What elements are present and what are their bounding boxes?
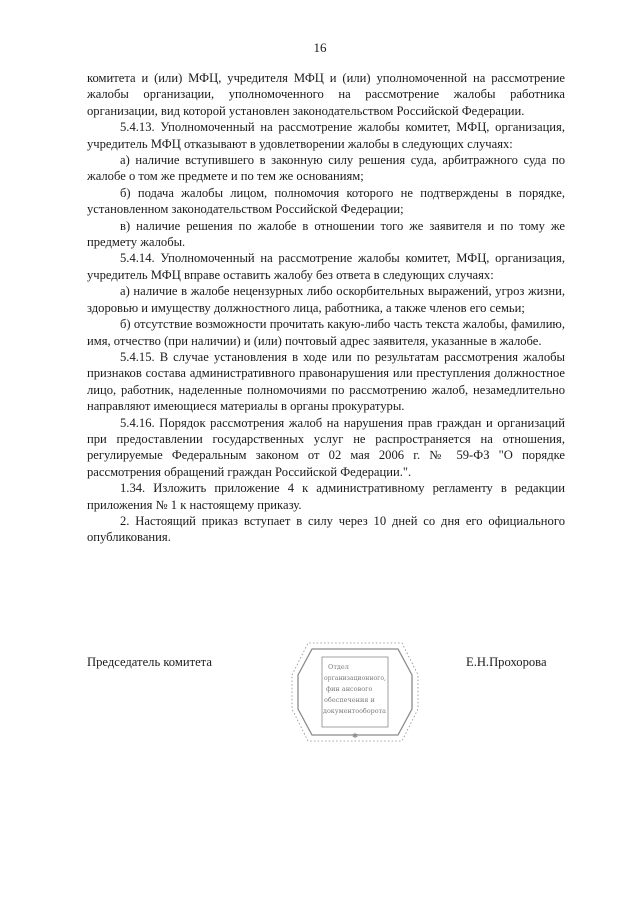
paragraph: 2. Настоящий приказ вступает в силу через 10 дней со дня его официального опубликования. xyxy=(87,513,565,545)
signatory-position: Председатель комитета xyxy=(87,655,212,669)
paragraph: комитета и (или) МФЦ, учредителя МФЦ и (или) уполномоченной на рассмотрение жалобы организации, уполномоченного на рассмотрение жалобы работника организации, вид которой установлен законодательством Российской Федерации. xyxy=(87,71,565,118)
paragraph: в) наличие решения по жалобе в отношении того же заявителя и по тому же предмету жалобы. xyxy=(87,218,565,250)
paragraph: 5.4.15. В случае установления в ходе или по результатам рассмотрения жалобы признаков состава административного правонарушения или преступления должностное лицо, работник, наделенные полномочиями по рассмотрению жалоб, незамедлительно направляют имеющиеся материалы в органы прокуратуры. xyxy=(87,349,565,414)
document-body xyxy=(87,70,565,546)
stamp-text-line: обеспечения и xyxy=(324,696,375,704)
stamp-star-icon: ✱ xyxy=(352,732,358,740)
paragraph: 5.4.13. Уполномоченный на рассмотрение жалобы комитет, МФЦ, организация, учредитель МФЦ отказывают в удовлетворении жалобы в следующих случаях: xyxy=(87,120,565,151)
stamp-text-line: фин ансового xyxy=(326,685,373,693)
signatory-name: Е.Н.Прохорова xyxy=(466,655,547,669)
paragraph: а) наличие в жалобе нецензурных либо оскорбительных выражений, угроз жизни, здоровью и имуществу должностного лица, работника, а также членов его семьи; xyxy=(87,284,565,315)
page-number: 16 xyxy=(313,40,327,55)
paragraph: 5.4.14. Уполномоченный на рассмотрение жалобы комитет, МФЦ, организация, учредитель МФЦ вправе оставить жалобу без ответа в следующих случаях: xyxy=(87,251,565,282)
paragraph: б) отсутствие возможности прочитать какую-либо часть текста жалобы, фамилию, имя, отчество (при наличии) и (или) почтовый адрес заявителя, указанные в жалобе. xyxy=(87,317,565,348)
stamp-text-line: документооборота xyxy=(323,707,387,715)
paragraph: б) подача жалобы лицом, полномочия которого не подтверждены в порядке, установленном законодательством Российской Федерации; xyxy=(87,185,565,217)
paragraph: 5.4.16. Порядок рассмотрения жалоб на нарушения прав граждан и организаций при предоставлении государственных услуг не распространяется на отношения, регулируемые Федеральным законом от 02 мая 2006 г. № 59-ФЗ "О порядке рассмотрения обращений граждан Российской Федерации.". xyxy=(87,415,565,479)
paragraph: 1.34. Изложить приложение 4 к административному регламенту в редакции приложения № 1 к настоящему приказу. xyxy=(87,481,565,512)
official-stamp xyxy=(288,639,422,745)
stamp-text-line: организационного, xyxy=(324,674,386,682)
paragraph: а) наличие вступившего в законную силу решения суда, арбитражного суда по жалобе о том же предмете и по тем же основаниям; xyxy=(87,153,565,184)
stamp-text-line: Отдел xyxy=(328,663,349,671)
